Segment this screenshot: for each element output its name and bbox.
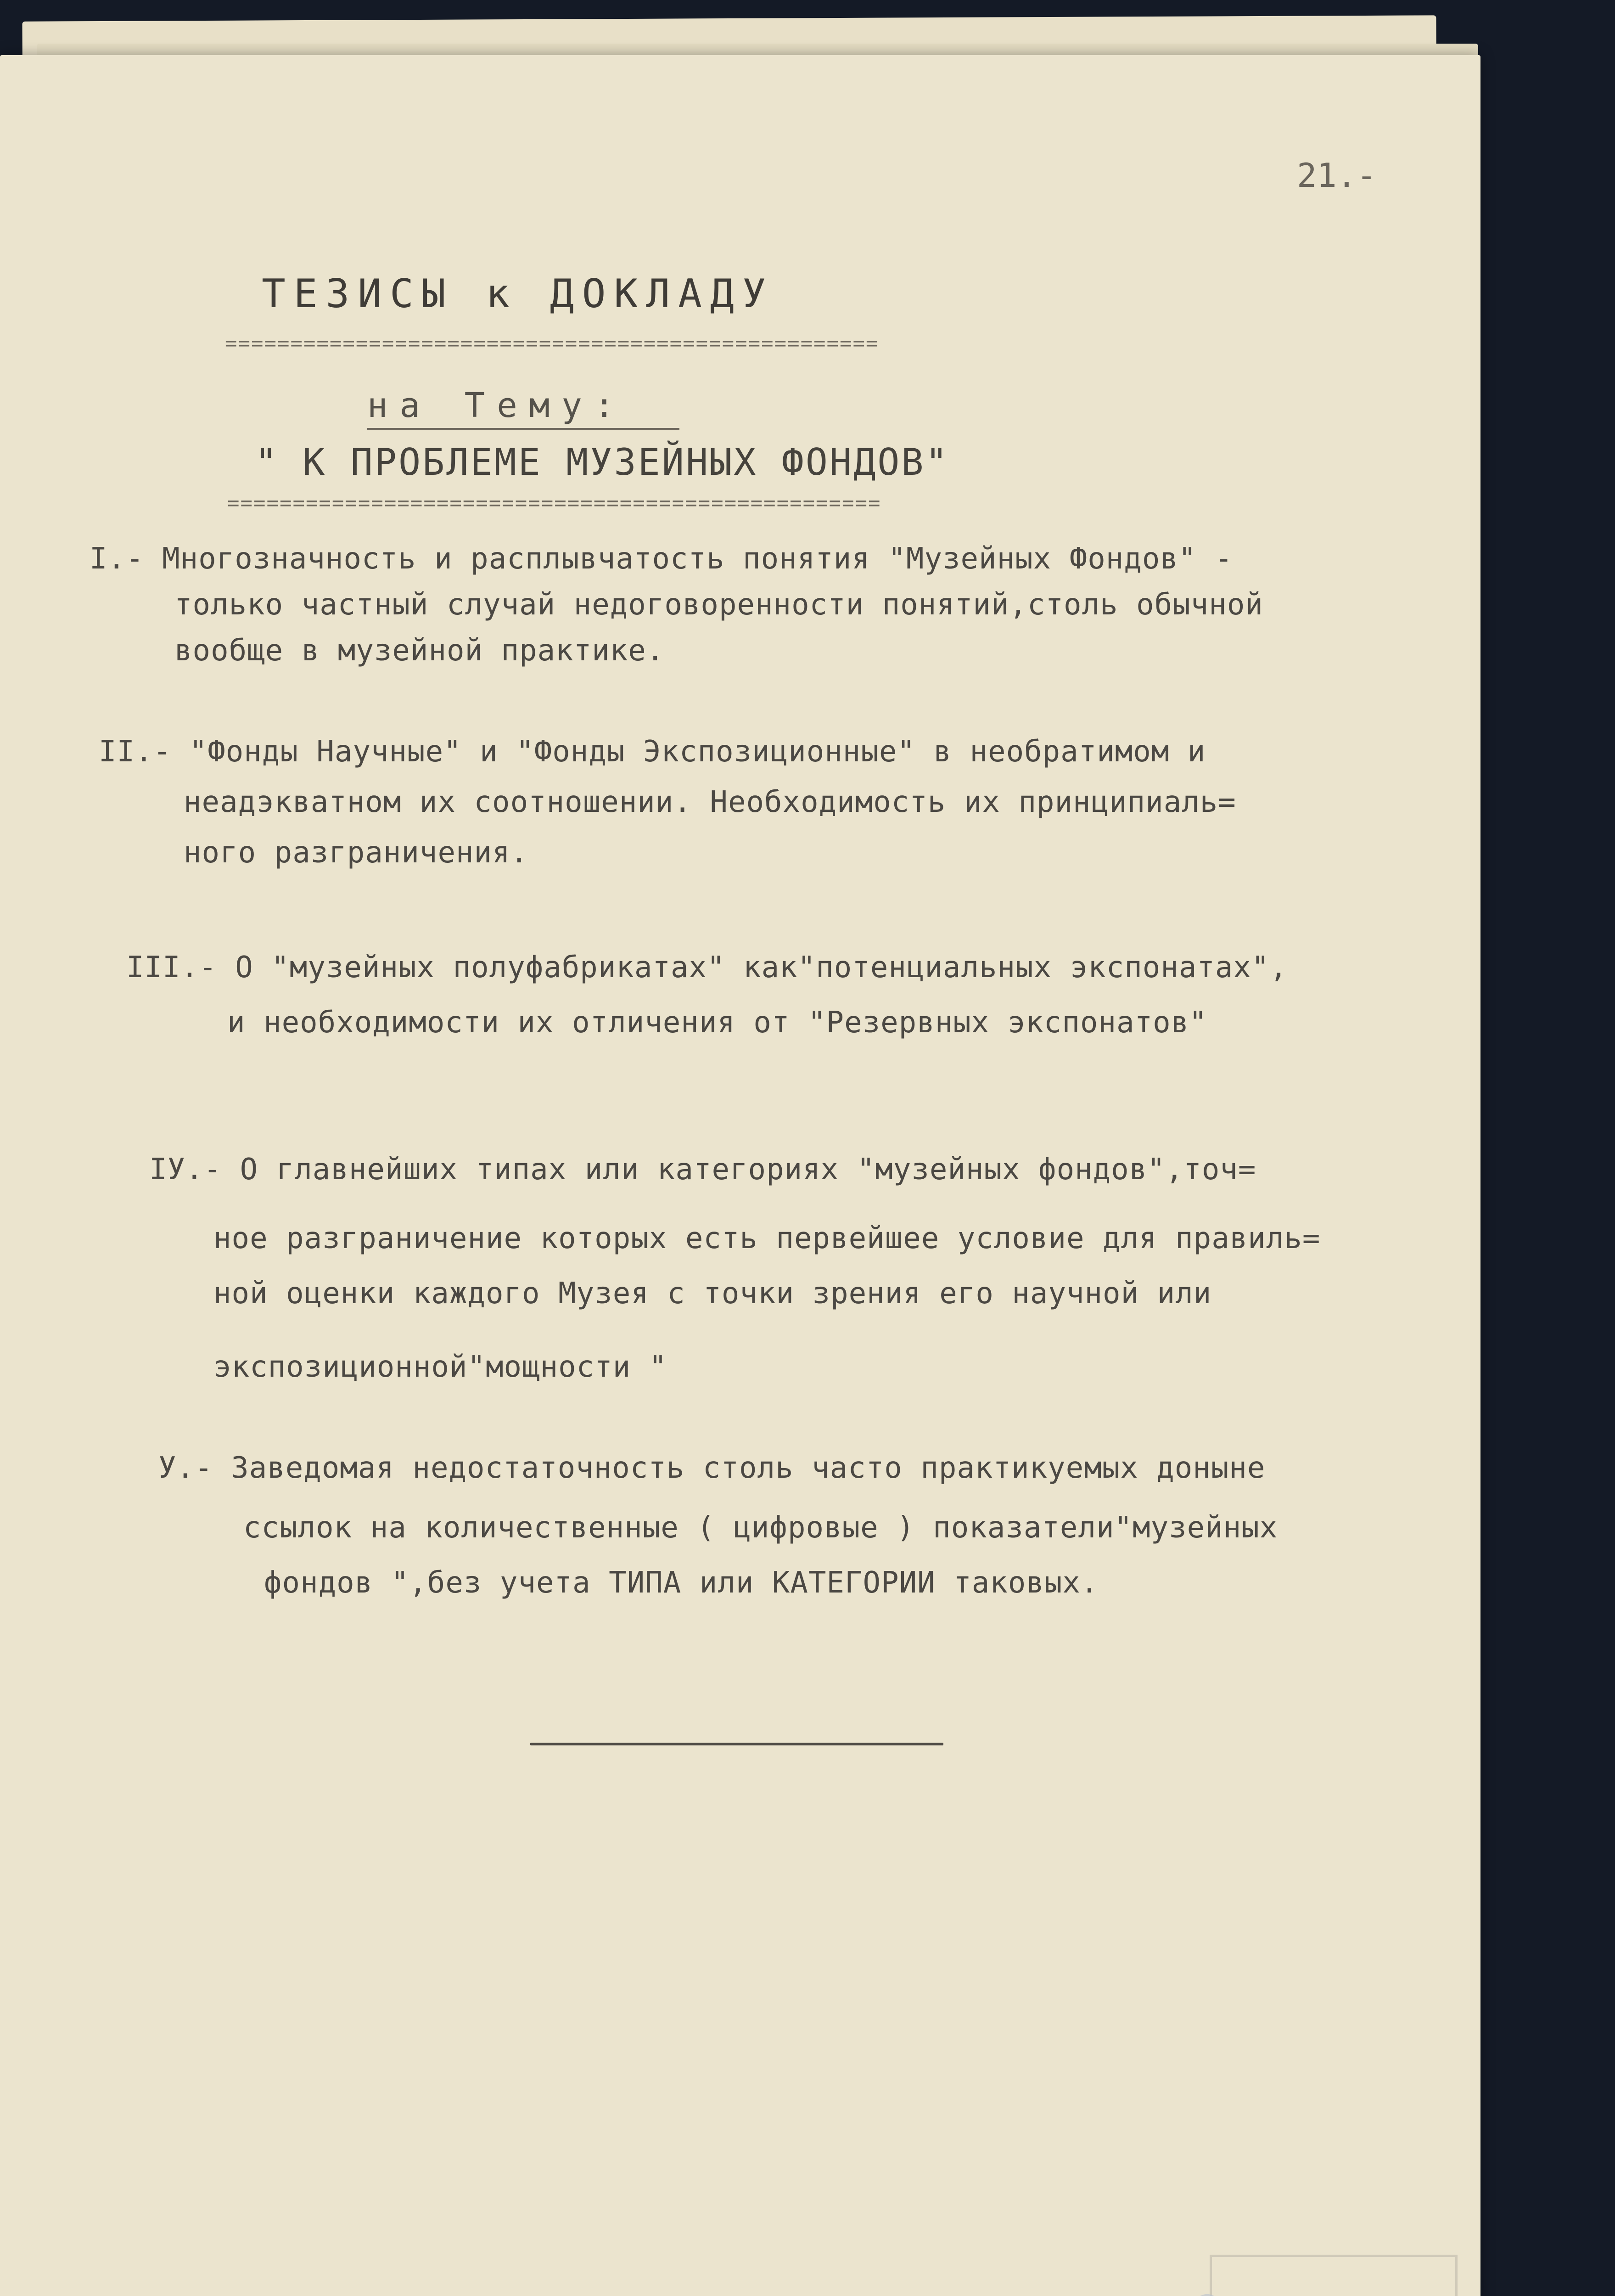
document-topic: " К ПРОБЛЕМЕ МУЗЕЙНЫХ ФОНДОВ"	[255, 441, 949, 484]
page-number: 21.-	[1297, 156, 1377, 195]
thesis-2-line-3: ного разграничения.	[184, 836, 529, 870]
thesis-4-line-1: IУ.- О главнейших типах или категориях "музейных фондов",точ=	[149, 1153, 1256, 1187]
stamp-signature-icon	[1129, 2287, 1350, 2296]
document-subtitle: на Тему:	[367, 386, 627, 425]
thesis-5-line-2: ссылок на количественные ( цифровые ) показатели"музейных	[243, 1511, 1278, 1545]
closing-rule	[530, 1743, 943, 1745]
thesis-3-line-1: III.- О "музейных полуфабрикатах" как"потенциальных экспонатах",	[126, 951, 1288, 985]
thesis-4-line-4: экспозиционной"мощности "	[213, 1350, 667, 1384]
thesis-1-line-3: вообще в музейной практике.	[174, 634, 665, 668]
document-title: ТЕЗИСЫ к ДОКЛАДУ	[262, 271, 774, 317]
subtitle-underline	[367, 428, 679, 430]
thesis-1-line-1: I.- Многозначность и расплывчатость понятия "Музейных Фондов" -	[90, 542, 1233, 576]
thesis-2-line-1: II.- "Фонды Научные" и "Фонды Экспозиционные" в необратимом и	[99, 735, 1206, 769]
document-page	[0, 55, 1480, 2296]
topic-rule: ==================================================	[227, 491, 881, 515]
thesis-4-line-2: ное разграничение которых есть первейшее условие для правиль=	[213, 1221, 1321, 1255]
thesis-1-line-2: только частный случай недоговоренности понятий,столь обычной	[174, 588, 1263, 622]
thesis-3-line-2: и необходимости их отличения от "Резервных экспонатов"	[227, 1006, 1207, 1040]
title-rule: ==================================================	[225, 332, 879, 355]
thesis-5-line-3: фондов ",без учета ТИПА или КАТЕГОРИИ таковых.	[264, 1566, 1099, 1600]
thesis-2-line-2: неадэкватном их соотношении. Необходимость их принципиаль=	[184, 785, 1236, 819]
thesis-4-line-3: ной оценки каждого Музея с точки зрения его научной или	[213, 1277, 1212, 1311]
thesis-5-line-1: У.- Заведомая недостаточность столь часто практикуемых доныне	[158, 1451, 1266, 1485]
